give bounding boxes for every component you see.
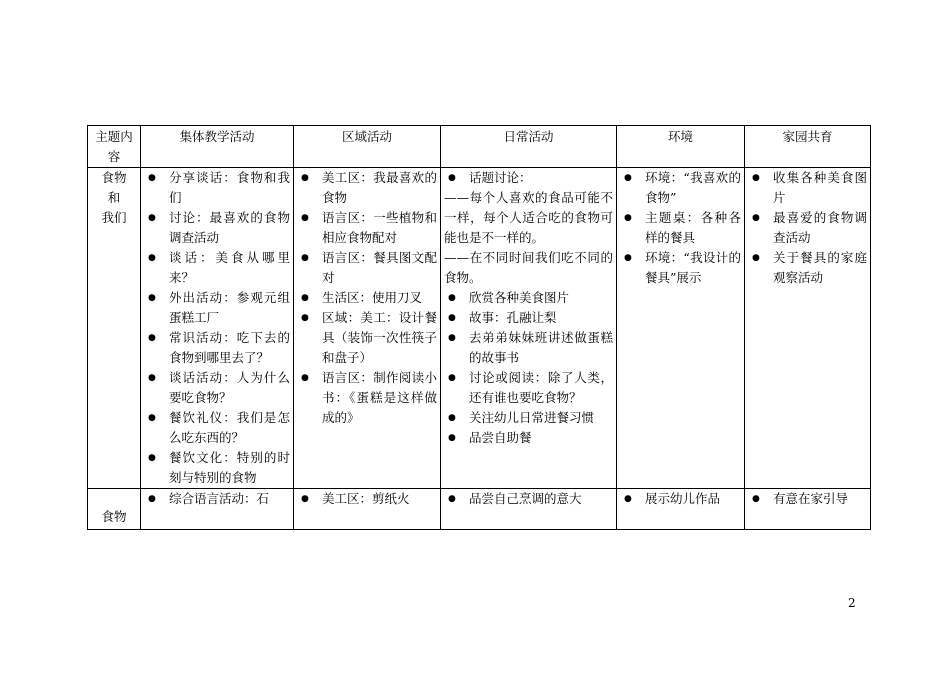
- environment-cell: [617, 168, 745, 489]
- list-item: ● 环境：“我设计的餐具”展示: [620, 248, 741, 288]
- header-area: 区域活动: [294, 126, 441, 168]
- list-item: ● 综合语言活动：石: [144, 489, 290, 509]
- list-item: ● 分享谈话：食物和我们: [144, 168, 290, 208]
- list-item: ● 品尝自助餐: [444, 428, 613, 448]
- list-item: ● 餐饮礼仪：我们是怎么吃东西的？: [144, 408, 290, 448]
- list-item: ● 收集各种美食图片: [748, 168, 867, 208]
- list-item: ● 故事：孔融让梨: [444, 308, 613, 328]
- list-item: ● 主题桌：各种各样的餐具: [620, 208, 741, 248]
- list-item: ● 区域：美工：设计餐具（装饰一次性筷子和盘子）: [297, 308, 437, 368]
- header-row: [88, 126, 871, 168]
- list-item: ● 谈话：美食从哪里来？: [144, 248, 290, 288]
- list-item: ● 外出活动：参观元组蛋糕工厂: [144, 288, 290, 328]
- collective-cell: [141, 489, 294, 530]
- table-row: [88, 489, 871, 530]
- header-home: 家园共育: [745, 126, 871, 168]
- list-item: ● 关注幼儿日常进餐习惯: [444, 408, 613, 428]
- daily-cell: [441, 489, 617, 530]
- header-collective: 集体教学活动: [141, 126, 294, 168]
- discussion-paragraph: ——在不同时间我们吃不同的食物。: [444, 250, 613, 285]
- area-cell: [294, 489, 441, 530]
- header-topic: 主题内容: [88, 126, 141, 168]
- area-cell: [294, 168, 441, 489]
- list-item: ● 去弟弟妹妹班讲述做蛋糕的故事书: [444, 328, 613, 368]
- daily-cell: [441, 168, 617, 489]
- list-item: ● 环境：“我喜欢的食物”: [620, 168, 741, 208]
- list-item: ● 美工区：我最喜欢的食物: [297, 168, 437, 208]
- header-daily: 日常活动: [441, 126, 617, 168]
- list-item: ● 语言区：餐具图文配对: [297, 248, 437, 288]
- topic-cell: 食物: [88, 489, 141, 530]
- list-item: ● 关于餐具的家庭观察活动: [748, 248, 867, 288]
- list-item: ● 有意在家引导: [748, 489, 867, 509]
- list-item: ● 谈话活动：人为什么要吃食物？: [144, 368, 290, 408]
- curriculum-table: [87, 125, 871, 530]
- list-item: ● 最喜爱的食物调查活动: [748, 208, 867, 248]
- list-item: ● 话题讨论：: [444, 168, 613, 188]
- home-cell: [745, 168, 871, 489]
- collective-cell: [141, 168, 294, 489]
- discussion-paragraph: ——每个人喜欢的食品可能不一样，每个人适合吃的食物可能也是不一样的。: [444, 190, 613, 245]
- list-item: ● 讨论或阅读：除了人类，还有谁也要吃食物？: [444, 368, 613, 408]
- page-number: 2: [848, 596, 856, 610]
- list-item: ● 美工区：剪纸火: [297, 489, 437, 509]
- list-item: ● 展示幼儿作品: [620, 489, 741, 509]
- home-cell: [745, 489, 871, 530]
- list-item: ● 讨论：最喜欢的食物调查活动: [144, 208, 290, 248]
- list-item: ● 语言区：一些植物和相应食物配对: [297, 208, 437, 248]
- list-item: ● 品尝自己烹调的意大: [444, 489, 613, 509]
- list-item: ● 生活区：使用刀叉: [297, 288, 437, 308]
- list-item: ● 常识活动：吃下去的食物到哪里去了？: [144, 328, 290, 368]
- table-row: [88, 168, 871, 489]
- list-item: ● 餐饮文化：特别的时刻与特别的食物: [144, 448, 290, 488]
- list-item: ● 欣赏各种美食图片: [444, 288, 613, 308]
- environment-cell: [617, 489, 745, 530]
- list-item: ● 语言区：制作阅读小书：《蛋糕是这样做成的》: [297, 368, 437, 428]
- header-environment: 环境: [617, 126, 745, 168]
- topic-cell: 食物 和 我们: [88, 168, 141, 489]
